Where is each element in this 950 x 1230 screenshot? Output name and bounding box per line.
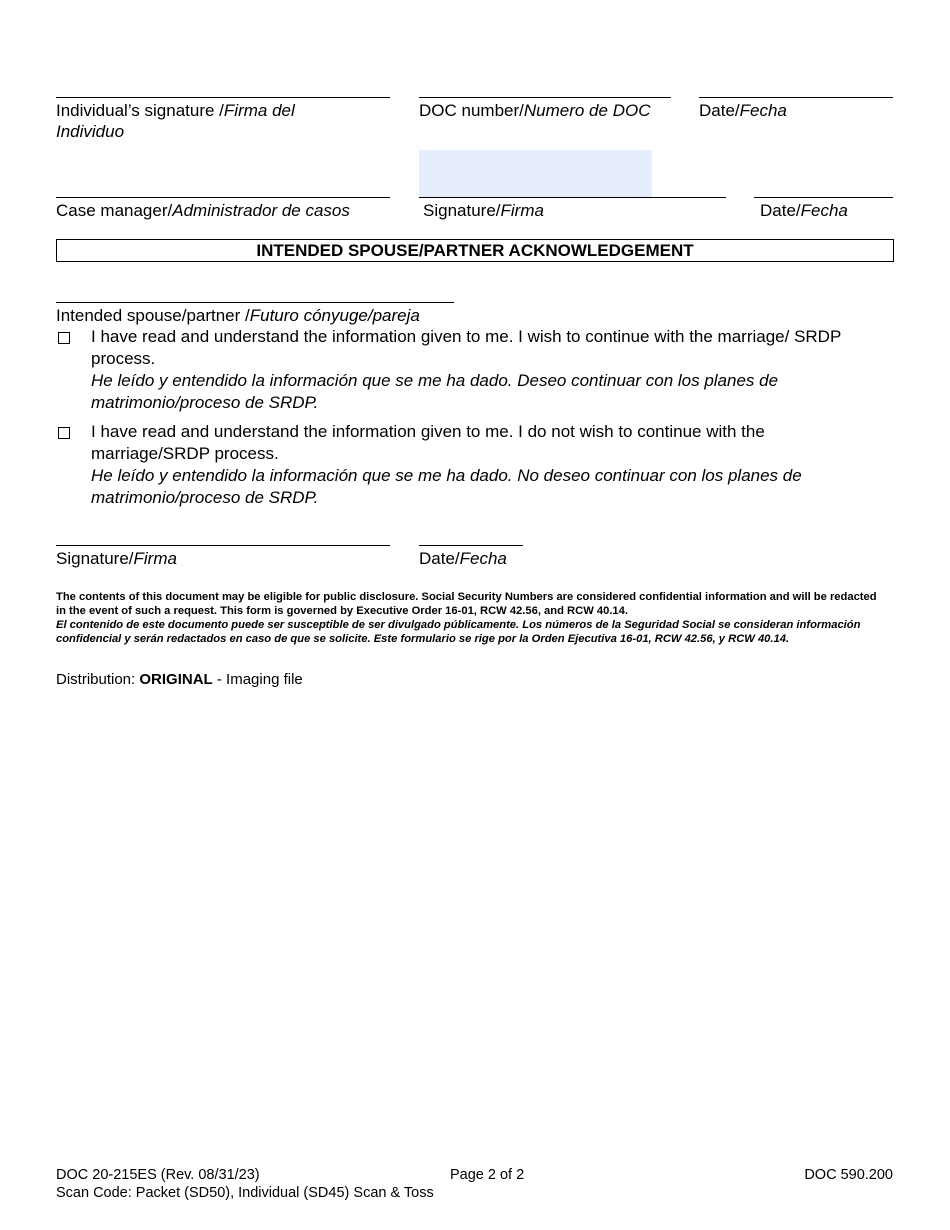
- doc-number-line: [419, 97, 671, 98]
- date-line-1: [699, 97, 893, 98]
- signature-fill-field[interactable]: [419, 150, 652, 197]
- case-manager-label: Case manager/Administrador de casos: [56, 201, 350, 220]
- section-title: INTENDED SPOUSE/PARTNER ACKNOWLEDGEMENT: [56, 239, 894, 262]
- signature-label-2: Signature/Firma: [423, 201, 544, 220]
- signature-label-3: Signature/Firma: [56, 549, 177, 568]
- date-label-2: Date/Fecha: [760, 201, 848, 220]
- form-id: DOC 20-215ES (Rev. 08/31/23): [56, 1167, 260, 1183]
- policy-number: DOC 590.200: [804, 1167, 893, 1183]
- date-label-1: Date/Fecha: [699, 101, 787, 120]
- case-manager-line: [56, 197, 390, 198]
- signature-line-3: [56, 545, 390, 546]
- scan-code: Scan Code: Packet (SD50), Individual (SD45) Scan & Toss: [56, 1185, 434, 1201]
- intended-spouse-label: Intended spouse/partner /Futuro cónyuge/pareja: [56, 306, 420, 325]
- continue-option-text: I have read and understand the information given to me. I wish to continue with the marriage/ SRDP process. He leído y entendido la información que se me ha dado. Deseo continuar con los planes de matrimonio/proceso de SRDP.: [91, 327, 841, 412]
- decline-checkbox[interactable]: [58, 427, 70, 439]
- signature-line-2: [419, 197, 726, 198]
- date-line-3: [419, 545, 523, 546]
- disclosure-notice: The contents of this document may be eligible for public disclosure. Social Security Numbers are considered confidential information and will be redacted in the event of such a request. This form is governed by Executive Order 16-01, RCW 42.56, and RCW 40.14. El contenido de este documento puede ser susceptible de ser divulgado públicamente. Los números de la Seguridad Social se consideran información confidencial y serán redactados en caso de que se solicite. Este formulario se rige por la Orden Ejecutiva 16-01, RCW 42.56, y RCW 40.14.: [56, 591, 877, 645]
- distribution-line: Distribution: ORIGINAL - Imaging file: [56, 671, 303, 688]
- page-number: Page 2 of 2: [450, 1167, 525, 1183]
- intended-spouse-line: [56, 302, 454, 303]
- date-line-2: [754, 197, 893, 198]
- doc-number-label: DOC number/Numero de DOC: [419, 101, 651, 120]
- individual-signature-line: [56, 97, 390, 98]
- decline-option-text: I have read and understand the information given to me. I do not wish to continue with the marriage/SRDP process. He leído y entendido la información que se me ha dado. No deseo continuar con los planes de matrimonio/proceso de SRDP.: [91, 422, 802, 507]
- date-label-3: Date/Fecha: [419, 549, 507, 568]
- individual-signature-label: Individual’s signature /Firma del Individuo: [56, 101, 295, 141]
- continue-checkbox[interactable]: [58, 332, 70, 344]
